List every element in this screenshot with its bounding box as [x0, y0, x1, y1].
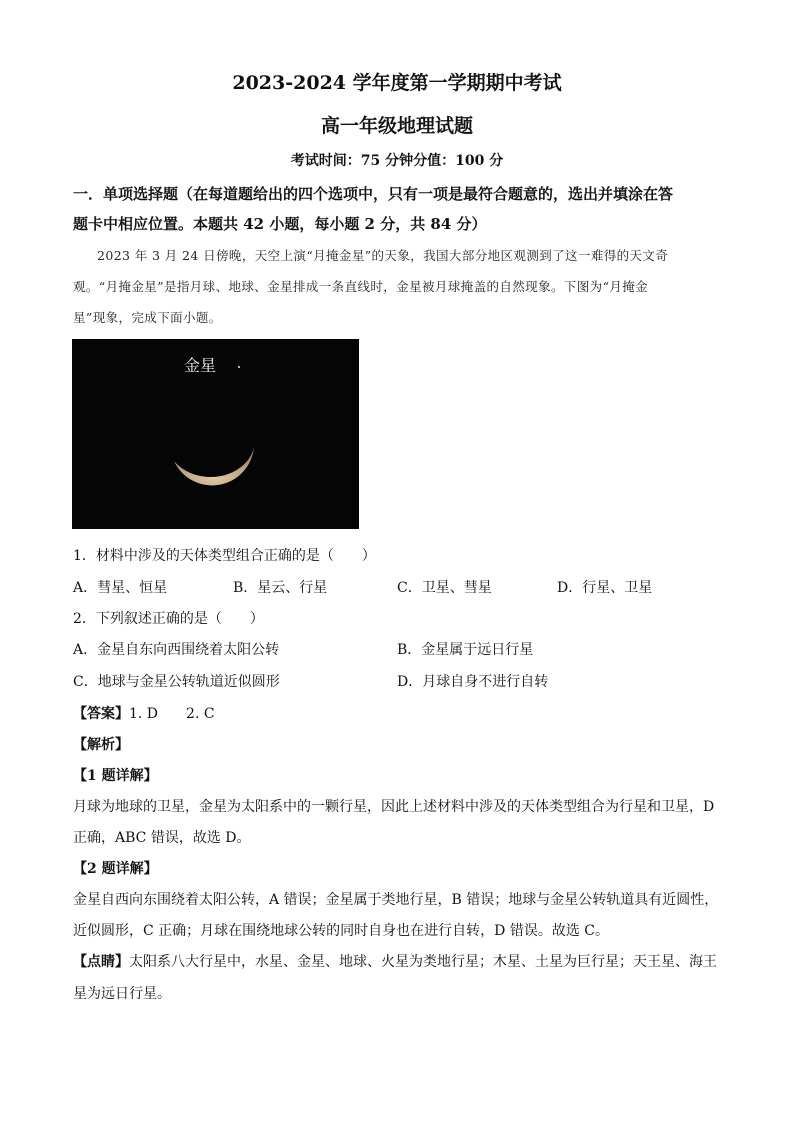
material-line3: 星”现象，完成下面小题。 [73, 310, 222, 325]
question-2-option-b: B．金星属于远日行星 [397, 642, 534, 658]
section-heading-line1: 一．单项选择题（在每道题给出的四个选项中，只有一项是最符合题意的，选出并填涂在答 [73, 185, 674, 203]
q2-detail-line1: 金星自西向东围绕着太阳公转，A 错误；金星属于类地行星，B 错误；地球与金星公转轨道具有近圆性， [73, 892, 719, 908]
venus-label: 金星 [184, 356, 217, 375]
tip-line1 [73, 951, 723, 971]
question-1-option-b: B．星云、行星 [233, 580, 328, 596]
question-1-option-a: A．彗星、恒星 [73, 580, 168, 596]
venus-dot [238, 366, 240, 368]
material-line2: 观。“月掩金星”是指月球、地球、金星排成一条直线时，金星被月球掩盖的自然现象。下图为“月掩金 [73, 279, 649, 294]
tip-line2: 星为远日行星。 [73, 986, 171, 1002]
exam-subtitle: 高一年级地理试题 [320, 115, 473, 137]
answer-label: 【答案】 [73, 706, 129, 722]
section-heading-line2: 题卡中相应位置。本题共 42 小题，每小题 2 分，共 84 分） [73, 215, 487, 233]
crescent-moon-image [168, 427, 268, 517]
answer-text: 1. D 2. C [129, 706, 215, 722]
tip-text-line1: 太阳系八大行星中，水星、金星、地球、火星为类地行星；木星、土星为巨行星；天王星、海王 [129, 954, 717, 970]
question-1-option-c: C．卫星、彗星 [397, 580, 492, 596]
question-2-stem: 2．下列叙述正确的是（ ） [73, 611, 264, 627]
q2-detail-line2: 近似圆形，C 正确；月球在围绕地球公转的同时自身也在进行自转，D 错误。故选 C。 [73, 923, 609, 939]
exam-title: 2023-2024 学年度第一学期期中考试 [232, 72, 562, 94]
question-1-option-d: D．行星、卫星 [557, 580, 653, 596]
question-2-option-d: D．月球自身不进行自转 [397, 674, 549, 690]
material-line1: 2023 年 3 月 24 日傍晚，天空上演“月掩金星”的天象，我国大部分地区观测到了这一难得的天文奇 [97, 248, 669, 263]
q1-detail-label: 【1 题详解】 [73, 768, 158, 784]
exam-info: 考试时间：75 分钟分值：100 分 [290, 153, 504, 169]
question-2-option-a: A．金星自东向西围绕着太阳公转 [73, 642, 280, 658]
answer-line [73, 703, 215, 723]
question-2-option-c: C．地球与金星公转轨道近似圆形 [73, 674, 280, 690]
q1-detail-line1: 月球为地球的卫星，金星为太阳系中的一颗行星，因此上述材料中涉及的天体类型组合为行星和卫星，D [73, 799, 715, 815]
question-1-stem: 1．材料中涉及的天体类型组合正确的是（ ） [73, 548, 376, 564]
q1-detail-line2: 正确，ABC 错误，故选 D。 [73, 830, 251, 846]
analysis-label: 【解析】 [73, 737, 129, 753]
moon-venus-photo [72, 339, 359, 529]
tip-label: 【点睛】 [73, 954, 129, 970]
q2-detail-label: 【2 题详解】 [73, 861, 158, 877]
